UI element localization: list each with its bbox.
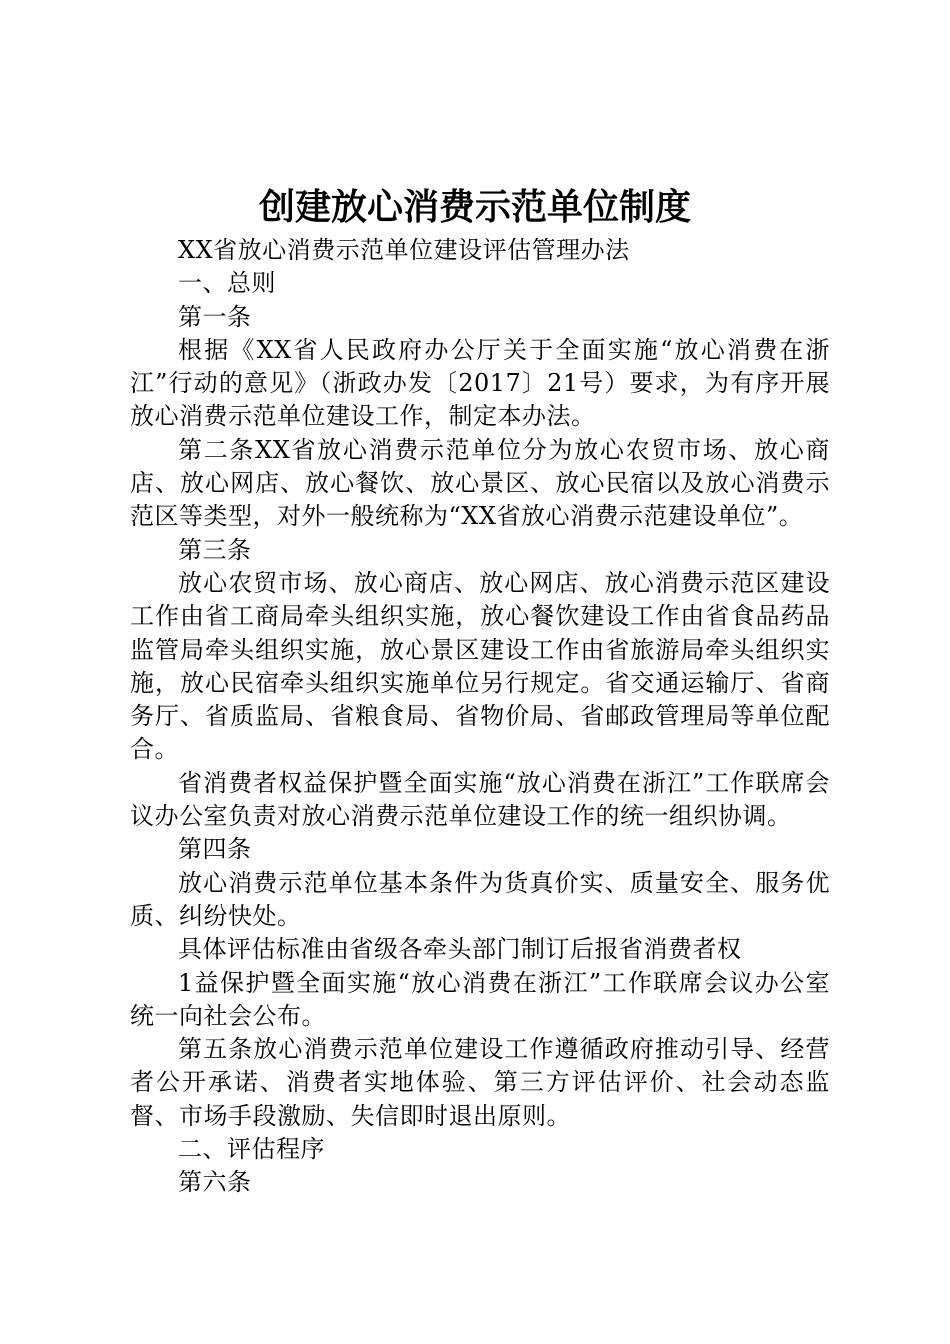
article-1-text: 根据《XX省人民政府办公厅关于全面实施“放心消费在浙江”行动的意见》（浙政办发〔2017〕21号）要求，为有序开展放心消费示范单位建设工作，制定本办法。 [130, 335, 830, 431]
article-4-text: 放心消费示范单位基本条件为货真价实、质量安全、服务优质、纠纷快处。 [130, 868, 830, 930]
article-3-heading: 第三条 [178, 535, 252, 564]
article-6-heading: 第六条 [178, 1168, 252, 1197]
article-4-text-2: 具体评估标准由省级各牵头部门制订后报省消费者权 [178, 935, 742, 964]
document-title: 创建放心消费示范单位制度 [258, 187, 691, 228]
document-body [130, 234, 830, 1200]
heading-subtitle: XX省放心消费示范单位建设评估管理办法 [178, 236, 630, 264]
section-heading-procedure: 二、评估程序 [178, 1135, 325, 1164]
article-4-text-3: 1益保护暨全面实施“放心消费在浙江”工作联席会议办公室统一向社会公布。 [130, 968, 830, 1030]
article-4-heading: 第四条 [178, 835, 252, 864]
article-5-text: 第五条放心消费示范单位建设工作遵循政府推动引导、经营者公开承诺、消费者实地体验、第三方评估评价、社会动态监督、市场手段激励、失信即时退出原则。 [130, 1035, 830, 1130]
article-2-text: 第二条XX省放心消费示范单位分为放心农贸市场、放心商店、放心网店、放心餐饮、放心景区、放心民宿以及放心消费示范区等类型，对外一般统称为“XX省放心消费示范建设单位”。 [130, 435, 830, 531]
article-3-text-2: 省消费者权益保护暨全面实施“放心消费在浙江”工作联席会议办公室负责对放心消费示范单位建设工作的统一组织协调。 [130, 768, 830, 831]
article-1-heading: 第一条 [178, 302, 252, 331]
section-heading-general: 一、总则 [178, 269, 276, 298]
article-3-text: 放心农贸市场、放心商店、放心网店、放心消费示范区建设工作由省工商局牵头组织实施，放心餐饮建设工作由省食品药品监管局牵头组织实施，放心景区建设工作由省旅游局牵头组织实施，放心民宿牵头组织实施单位另行规定。省交通运输厅、省商务厅、省质监局、省粮食局、省物价局、省邮政管理局等单位配合。 [130, 568, 830, 764]
